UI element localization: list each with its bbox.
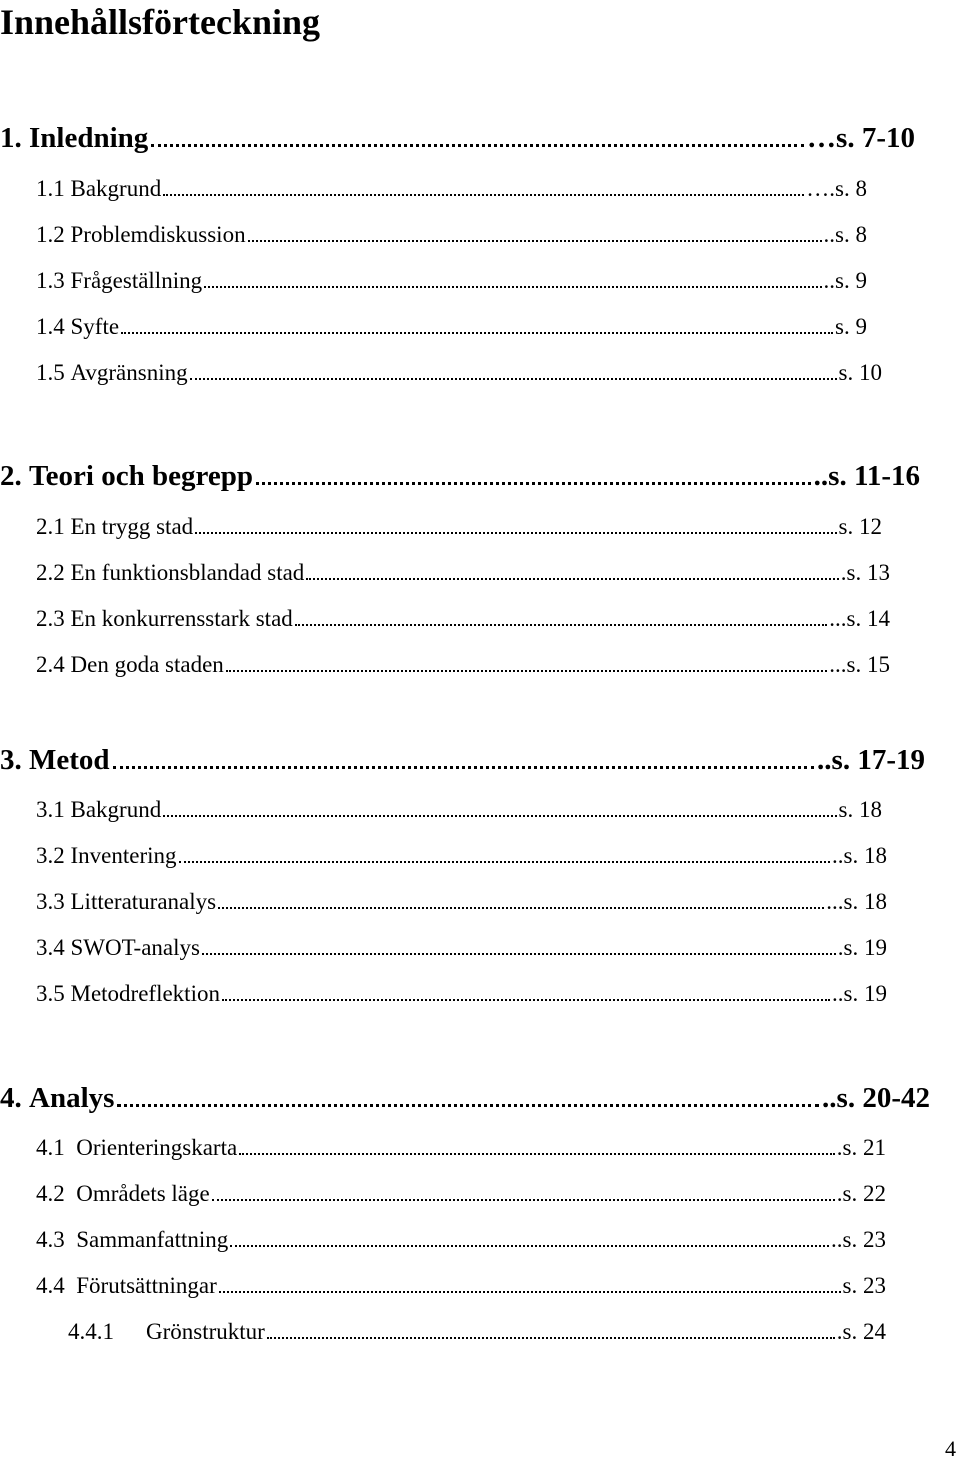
entry-title: Avgränsning [70, 360, 188, 385]
entry-page: s. 10 [838, 360, 882, 385]
entry-title: Bakgrund [70, 797, 162, 822]
toc-section-1-5[interactable] [36, 358, 882, 388]
entry-number: 4.4 [36, 1273, 65, 1298]
entry-title: Litteraturanalys [70, 889, 217, 914]
entry-number: 1.5 [36, 360, 65, 385]
entry-number: 1.1 [36, 176, 65, 201]
dot-leader [117, 1104, 819, 1107]
toc-section-4-4[interactable] [36, 1271, 886, 1301]
entry-title: Sammanfattning [76, 1227, 229, 1252]
entry-number: 1. [0, 122, 22, 154]
dot-leader [204, 286, 821, 288]
toc-section-2-3[interactable] [36, 604, 890, 634]
toc-section-1-1[interactable] [36, 174, 867, 204]
dot-leader [295, 624, 828, 626]
entry-title: Analys [29, 1082, 115, 1114]
toc-section-2-2[interactable] [36, 558, 890, 588]
entry-page: ..s. 11-16 [813, 460, 920, 492]
toc-section-3-3[interactable] [36, 887, 887, 917]
toc-section-3-1[interactable] [36, 795, 882, 825]
entry-page: ….s. 8 [806, 176, 867, 201]
entry-number: 3.4 [36, 935, 65, 960]
entry-number: 3. [0, 744, 22, 776]
entry-title: Frågeställning [70, 268, 203, 293]
entry-page: s. 23 [842, 1273, 886, 1298]
entry-page: ..s. 17-19 [817, 744, 925, 776]
entry-page: ..s. 8 [823, 222, 867, 247]
entry-title: Inledning [29, 122, 149, 154]
entry-number: 1.4 [36, 314, 65, 339]
entry-page: .s. 19 [837, 935, 887, 960]
dot-leader [248, 240, 822, 242]
entry-page: ...s. 18 [826, 889, 887, 914]
dot-leader [256, 482, 811, 485]
entry-number: 4.1 [36, 1135, 65, 1160]
entry-title: Metodreflektion [70, 981, 220, 1006]
entry-number: 3.3 [36, 889, 65, 914]
entry-page: ..s. 20-42 [822, 1082, 930, 1114]
entry-title: Områdets läge [76, 1181, 210, 1206]
entry-number: 2.3 [36, 606, 65, 631]
dot-leader [190, 378, 837, 380]
entry-title: En trygg stad [70, 514, 194, 539]
toc-chapter-2[interactable] [0, 458, 920, 494]
entry-number: 4.4.1 [68, 1319, 114, 1344]
entry-number: 3.5 [36, 981, 65, 1006]
dot-leader [121, 332, 833, 334]
toc-section-3-5[interactable] [36, 979, 887, 1009]
entry-title: Syfte [70, 314, 120, 339]
entry-number: 2.2 [36, 560, 65, 585]
entry-page: s. 12 [838, 514, 882, 539]
entry-page: ..s. 9 [823, 268, 867, 293]
entry-title: Inventering [70, 843, 177, 868]
toc-section-4-1[interactable] [36, 1133, 886, 1163]
entry-number: 3.1 [36, 797, 65, 822]
entry-page: .s. 24 [836, 1319, 886, 1344]
entry-number: 2.4 [36, 652, 65, 677]
toc-chapter-3[interactable] [0, 742, 925, 778]
entry-title: En konkurrensstark stad [70, 606, 293, 631]
entry-title: Förutsättningar [76, 1273, 217, 1298]
entry-title: SWOT-analys [70, 935, 200, 960]
toc-section-4-2[interactable] [36, 1179, 886, 1209]
toc-section-2-4[interactable] [36, 650, 890, 680]
dot-leader [163, 194, 804, 196]
toc-section-4-3[interactable] [36, 1225, 886, 1255]
toc-chapter-1[interactable] [0, 120, 915, 156]
entry-number: 2. [0, 460, 22, 492]
toc-section-1-4[interactable] [36, 312, 867, 342]
entry-title: Grönstruktur [146, 1319, 265, 1344]
entry-title: Metod [29, 744, 110, 776]
entry-title: Bakgrund [70, 176, 162, 201]
entry-number: 2.1 [36, 514, 65, 539]
entry-page: …s. 7-10 [807, 122, 915, 154]
dot-leader [239, 1153, 835, 1155]
dot-leader [151, 144, 804, 147]
entry-page: .s. 22 [836, 1181, 886, 1206]
dot-leader [195, 532, 836, 534]
toc-section-1-2[interactable] [36, 220, 867, 250]
dot-leader [267, 1337, 835, 1339]
entry-page: .s. 21 [836, 1135, 886, 1160]
entry-number: 4. [0, 1082, 22, 1114]
entry-page: .s. 13 [840, 560, 890, 585]
dot-leader [226, 670, 828, 672]
dot-leader [230, 1245, 829, 1247]
entry-page: ..s. 18 [832, 843, 887, 868]
toc-section-3-2[interactable] [36, 841, 887, 871]
dot-leader [202, 953, 836, 955]
toc-chapter-4[interactable] [0, 1080, 930, 1116]
entry-title: Teori och begrepp [29, 460, 253, 492]
entry-page: ..s. 23 [831, 1227, 886, 1252]
entry-page: ...s. 15 [829, 652, 890, 677]
entry-number: 4.3 [36, 1227, 65, 1252]
entry-page: ..s. 19 [832, 981, 887, 1006]
entry-page: s. 9 [835, 314, 867, 339]
toc-section-1-3[interactable] [36, 266, 867, 296]
dot-leader [179, 861, 831, 863]
page-title: Innehållsförteckning [0, 2, 321, 42]
entry-number: 1.3 [36, 268, 65, 293]
entry-page: ...s. 14 [829, 606, 890, 631]
entry-number: 3.2 [36, 843, 65, 868]
entry-page: s. 18 [838, 797, 882, 822]
toc-subsection-4-4-1[interactable] [68, 1317, 886, 1347]
dot-leader [222, 999, 830, 1001]
entry-title: Problemdiskussion [70, 222, 246, 247]
dot-leader [218, 907, 824, 909]
dot-leader [113, 766, 815, 769]
entry-number: 1.2 [36, 222, 65, 247]
dot-leader [212, 1199, 835, 1201]
entry-title: Den goda staden [70, 652, 224, 677]
entry-title: En funktionsblandad stad [70, 560, 305, 585]
entry-title: Orienteringskarta [76, 1135, 238, 1160]
dot-leader [163, 815, 836, 817]
entry-number: 4.2 [36, 1181, 65, 1206]
page-number: 4 [945, 1436, 956, 1461]
toc-section-2-1[interactable] [36, 512, 882, 542]
dot-leader [219, 1291, 841, 1293]
toc-section-3-4[interactable] [36, 933, 887, 963]
dot-leader [306, 578, 839, 580]
